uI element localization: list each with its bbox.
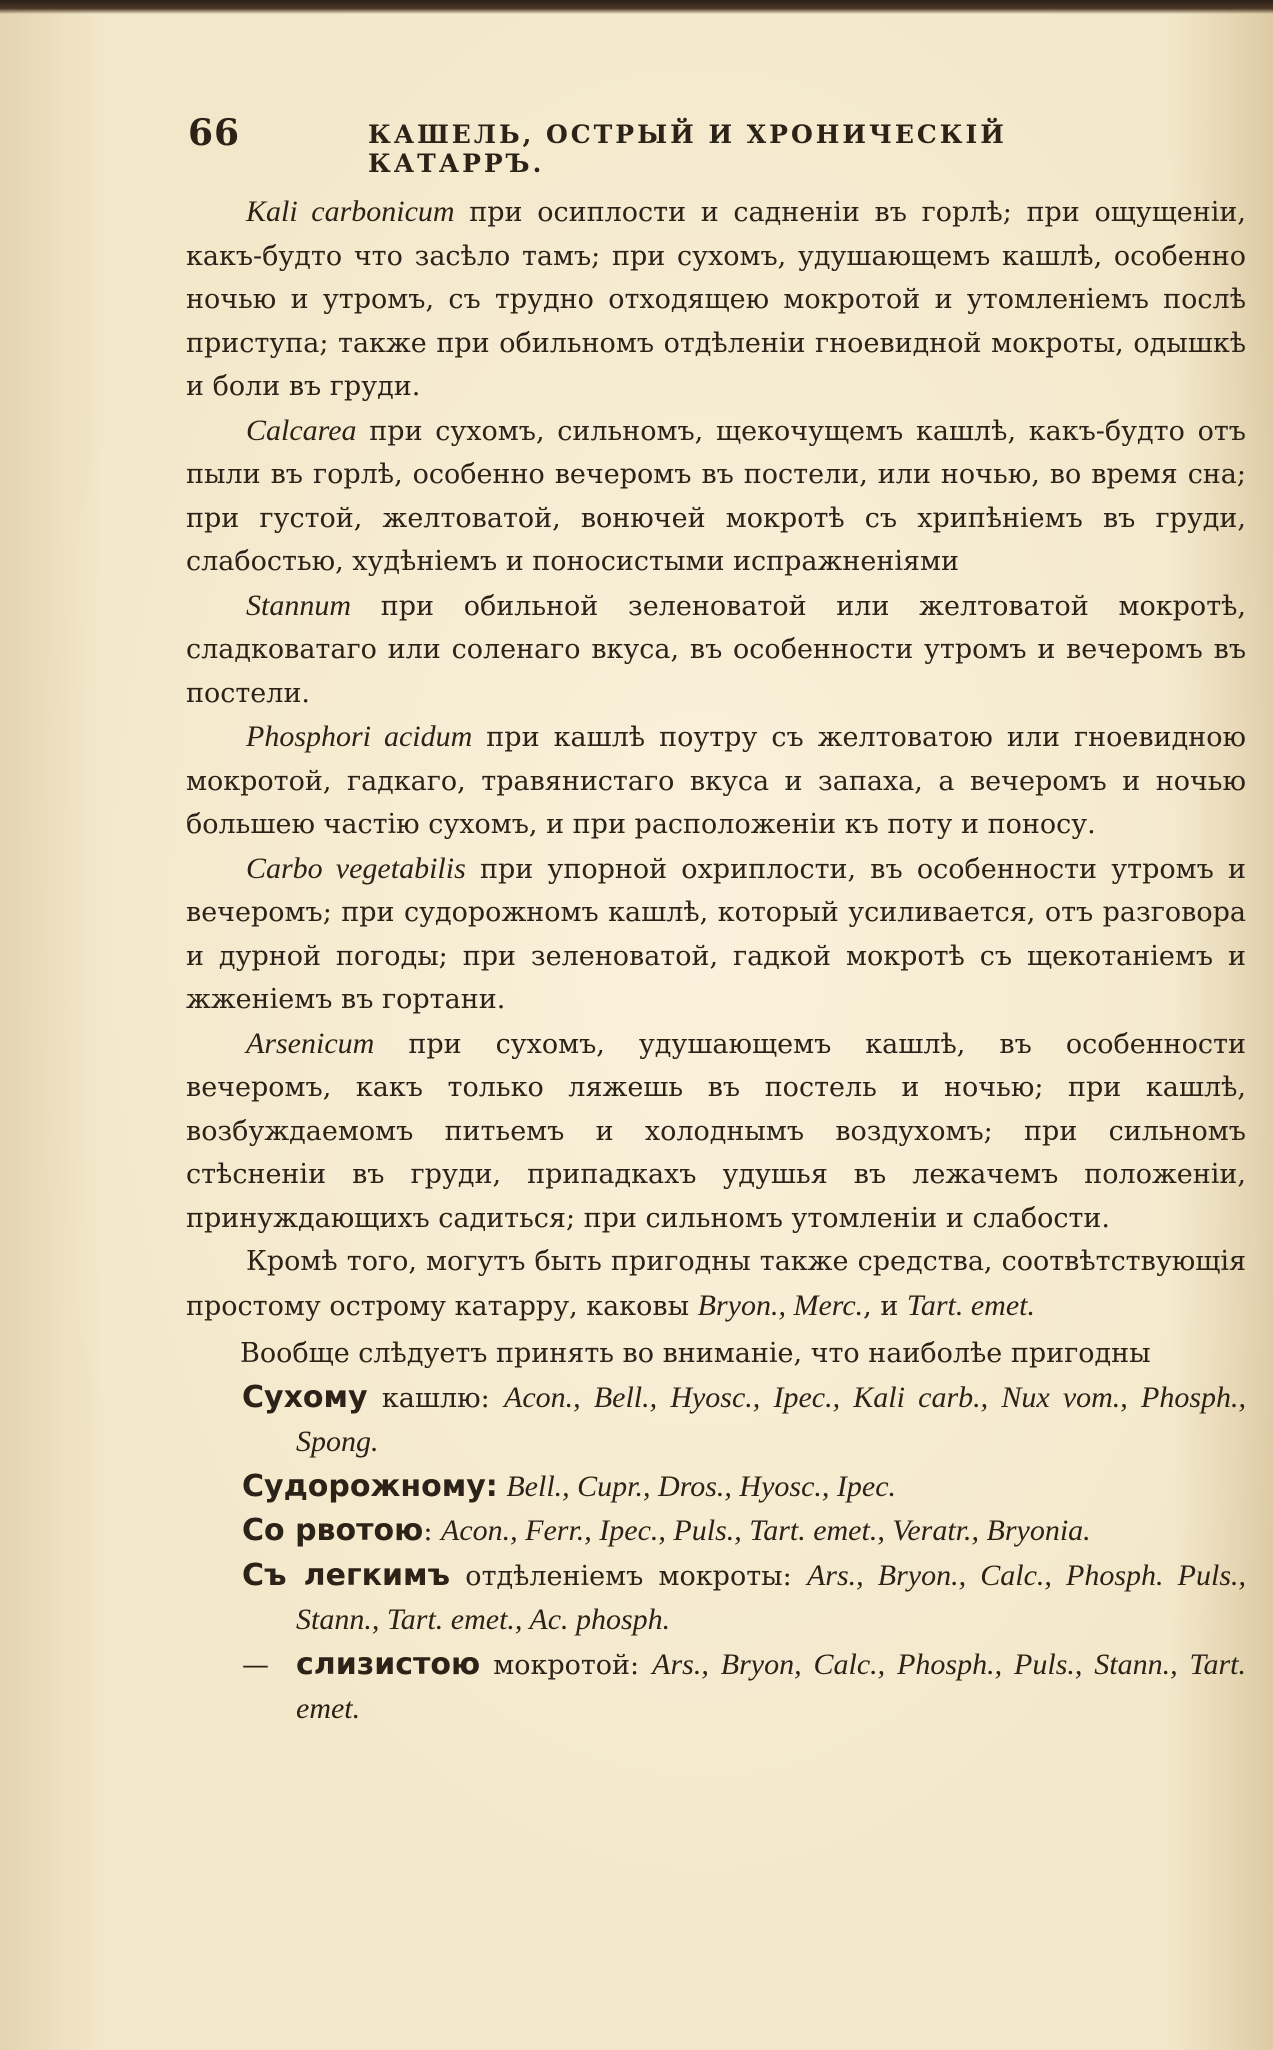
page-top-edge [0, 0, 1273, 14]
page-header [188, 112, 1088, 178]
entry-remedies: Bell., Cupr., Dros., Hyosc., Ipec. [506, 1469, 897, 1503]
entry-category: Судорожному: [242, 1468, 498, 1504]
closing-text-mid: , и [863, 1290, 907, 1322]
paragraph-text: при обильной зеленоватой или желтоватой мокротѣ, сладковатаго или соленаго вкуса, въ особенности утромъ и вечеромъ въ постели. [186, 590, 1246, 709]
entry-remedies: Acon., Ferr., Ipec., Puls., Tart. emet., Veratr., Bryonia. [441, 1514, 1091, 1547]
remedy-name: Stannum [246, 588, 351, 622]
entry-category: слизистою [296, 1646, 481, 1682]
paragraph-closing [186, 1240, 1246, 1328]
summary-entry-vomiting [186, 1509, 1246, 1554]
entry-rest: мокротой: [480, 1649, 653, 1681]
paragraph-text: при осиплости и садненіи въ горлѣ; при ощущеніи, какъ-будто что засѣло тамъ; при сухомъ, удушающемъ кашлѣ, особенно ночью и утромъ, съ трудно отходящею мокротой и утомленіемъ послѣ приступа; также при обильномъ отдѣленіи гноевидной мокроты, одышкѣ и боли въ груди. [186, 197, 1246, 402]
remedy-name: Arsenicum [246, 1026, 375, 1060]
entry-category: Со рвотою [242, 1513, 424, 1548]
entry-rest: отдѣленіемъ мокроты: [450, 1560, 807, 1592]
remedy-name: Carbo vegetabilis [246, 851, 466, 885]
remedy-name: Calcarea [246, 413, 357, 447]
paragraph-kali-carbonicum [186, 190, 1246, 409]
paragraph-text: при упорной охриплости, въ особенности утромъ и вечеромъ; при судорожномъ кашлѣ, который усиливается, отъ разговора и дурной погоды; при зеленоватой, гадкой мокротѣ съ щекотаніемъ и жженіемъ въ гортани. [186, 853, 1246, 1015]
page-number: 66 [188, 112, 241, 154]
closing-text: Кромѣ того, могутъ быть пригодны также средства, соотвѣтствующія простому острому катарру, каковы [186, 1246, 1246, 1322]
entry-dash: — [242, 1649, 269, 1681]
paragraph-text: при сухомъ, сильномъ, щекочущемъ кашлѣ, какъ-будто отъ пыли въ горлѣ, особенно вечеромъ въ постели, или ночью, во время сна; при густой, желтоватой, вонючей мокротѣ съ хрипѣніемъ въ груди, слабостью, худѣніемъ и поносистыми испражненіями [186, 415, 1246, 577]
paragraph-text: при кашлѣ поутру съ желтоватою или гноевидною мокротой, гадкаго, травянистаго вкуса и запаха, а вечеромъ и ночью большею частію сухомъ, и при расположеніи къ поту и поносу. [186, 722, 1246, 840]
paragraph-calcarea [186, 409, 1246, 584]
paragraph-arsenicum [186, 1022, 1246, 1241]
entry-rest: кашлю: [367, 1382, 504, 1414]
paragraph-stannum [186, 584, 1246, 716]
paragraph-phosphori-acidum [186, 715, 1246, 847]
entry-remedies: Acon., Bell., Hyosc., Ipec., Kali carb., Nux vom., Phosph., Spong. [296, 1380, 1246, 1458]
paragraph-carbo-vegetabilis [186, 847, 1246, 1022]
entry-remedies: Ars., Bryon., Calc., Phosph. Puls., Stann., Tart. emet., Ac. phosph. [296, 1558, 1246, 1636]
summary-entry-spasmodic [186, 1465, 1246, 1510]
closing-remedies-2: Tart. emet. [906, 1288, 1035, 1322]
entry-rest: : [423, 1516, 441, 1547]
summary-section [186, 1332, 1246, 1732]
summary-entry-dry-cough [186, 1376, 1246, 1465]
summary-entry-easy-expectoration [186, 1554, 1246, 1643]
remedy-name: Kali carbonicum [246, 195, 455, 228]
body-text [186, 190, 1246, 1732]
summary-entry-mucous [186, 1643, 1246, 1732]
remedy-name: Phosphori acidum [246, 720, 473, 753]
entry-category: Съ легкимъ [242, 1557, 451, 1593]
closing-remedies: Bryon., Merc. [697, 1288, 864, 1322]
entry-category: Сухому [242, 1379, 368, 1415]
summary-intro: Вообще слѣдуетъ принять во вниманіе, что наиболѣе пригодны [240, 1338, 1151, 1369]
running-title: КАШЕЛЬ, ОСТРЫЙ И ХРОНИЧЕСКІЙ КАТАРРЪ. [368, 120, 1007, 178]
paragraph-text: при сухомъ, удушающемъ кашлѣ, въ особенности вечеромъ, какъ только ляжешь въ постель и ночью; при кашлѣ, возбуждаемомъ питьемъ и холоднымъ воздухомъ; при сильномъ стѣсненіи въ груди, припадкахъ удушья въ лежачемъ положеніи, принуждающихъ садиться; при сильномъ утомленіи и слабости. [186, 1028, 1246, 1234]
entry-remedies: Ars., Bryon, Calc., Phosph., Puls., Stann., Tart. emet. [296, 1647, 1246, 1725]
